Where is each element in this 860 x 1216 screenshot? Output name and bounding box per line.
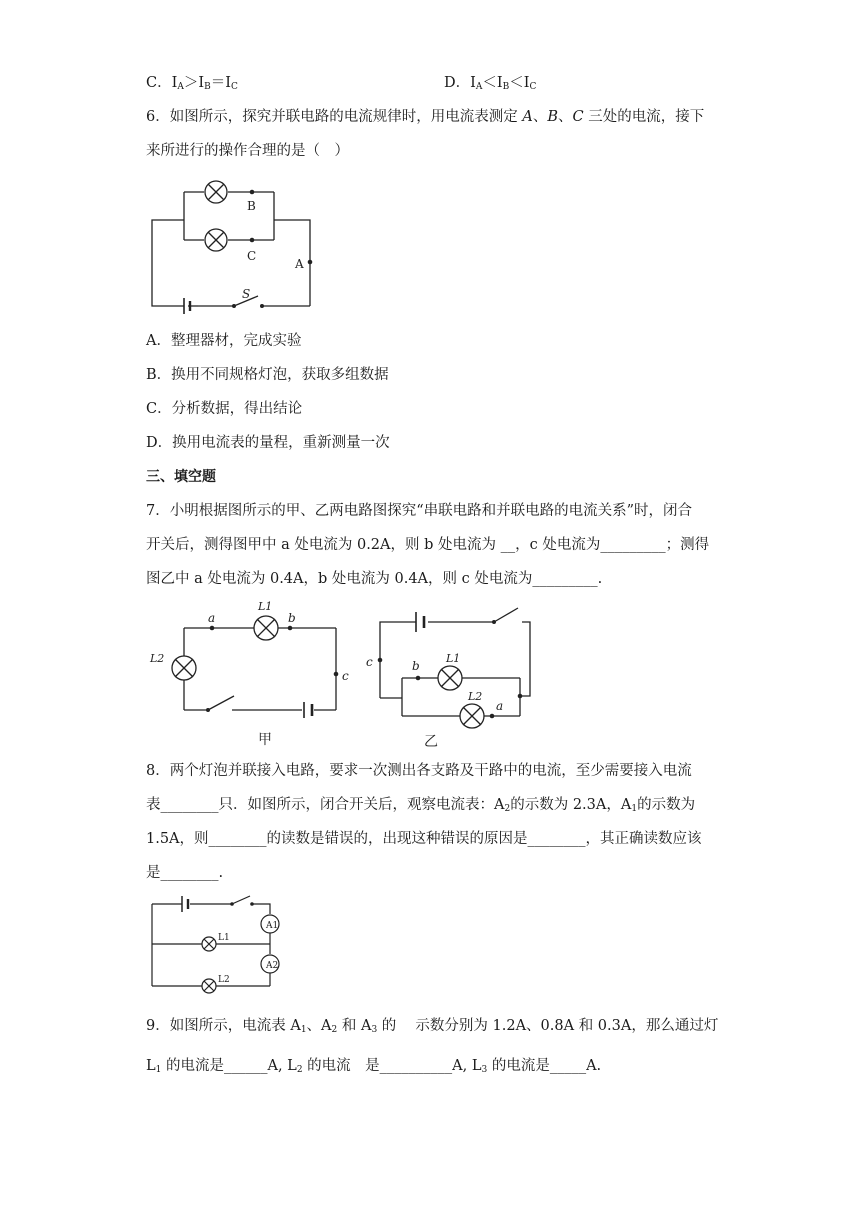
q8-stem-line4: 是________. — [146, 865, 224, 881]
q9-stem-line2: $L_1$ 的电流是______A, $L_2$ 的电流 是__________A, $L_3$ 的电流是_____A. — [146, 1058, 602, 1075]
q8-stem-line1: 8．两个灯泡并联接入电路，要求一次测出各支路及干路中的电流，至少需要接入电流 — [146, 763, 692, 779]
q7-stem-line2: 开关后，测得图甲中 a 处电流为 0.2A，则 b 处电流为 __，c 处电流为_________；测得 — [146, 537, 710, 553]
q6-label-s: S — [242, 287, 251, 301]
q8-label-a2: A2 — [266, 961, 279, 971]
q7-yi-label-c: c — [366, 655, 373, 669]
q7-yi-label-l2: L2 — [468, 690, 483, 703]
q5-option-d: D．$I_A<I_B<I_C$ — [444, 75, 537, 92]
q6-stem-line2: 来所进行的操作合理的是（ ） — [146, 143, 349, 159]
q6-label-c: C — [247, 249, 257, 263]
q7-yi-label-a: a — [496, 699, 504, 713]
q8-circuit-diagram — [146, 892, 286, 996]
q7-yi-label-l1: L1 — [446, 652, 461, 665]
q7-jia-label-b: b — [288, 611, 296, 625]
q7-yi-caption: 乙 — [424, 734, 438, 750]
q6-label-b: B — [247, 199, 256, 213]
q6-option-d: D．换用电流表的量程，重新测量一次 — [146, 435, 390, 451]
q7-yi-label-b: b — [412, 659, 420, 673]
q8-stem-line3: 1.5A，则________的读数是错误的，出现这种错误的原因是________，其正确读数应该 — [146, 831, 702, 847]
q7-jia-caption: 甲 — [258, 732, 272, 748]
q6-label-a: A — [295, 257, 304, 271]
q9-stem-line1: 9．如图所示，电流表 $A_1$、$A_2$ 和 $A_3$ 的 示数分别为 1.2A、0.8A 和 0.3A，那么通过灯 — [146, 1018, 719, 1035]
q7-jia-label-l1: L1 — [258, 600, 273, 613]
q6-stem-line1: 6．如图所示，探究并联电路的电流规律时，用电流表测定 A、B、C 三处的电流，接下 — [146, 109, 705, 125]
q8-label-l1: L1 — [218, 933, 230, 943]
q8-label-a1: A1 — [266, 921, 279, 931]
q6-option-b: B．换用不同规格灯泡，获取多组数据 — [146, 367, 389, 383]
q7-stem-line3: 图乙中 a 处电流为 0.4A，b 处电流为 0.4A，则 c 处电流为_________. — [146, 571, 603, 587]
q6-option-a: A．整理器材，完成实验 — [146, 333, 302, 349]
q5-option-c: C．$I_A>I_B=I_C$ — [146, 75, 238, 92]
q7-stem-line1: 7．小明根据图所示的甲、乙两电路图探究“串联电路和并联电路的电流关系”时，闭合 — [146, 503, 693, 519]
q8-stem-line2: 表________只．如图所示，闭合开关后，观察电流表：$A_2$的示数为 2.3A，$A_1$的示数为 — [146, 797, 696, 814]
q7-jia-label-a: a — [208, 611, 216, 625]
q7-jia-label-c: c — [342, 669, 349, 683]
q6-option-c: C．分析数据，得出结论 — [146, 401, 303, 417]
q7-circuit-yi — [362, 598, 542, 748]
q8-label-l2: L2 — [218, 975, 230, 985]
section-heading: 三、填空题 — [146, 469, 216, 485]
q6-circuit-diagram — [146, 174, 326, 314]
q7-circuit-jia — [146, 598, 349, 748]
q7-jia-label-l2: L2 — [150, 652, 165, 665]
